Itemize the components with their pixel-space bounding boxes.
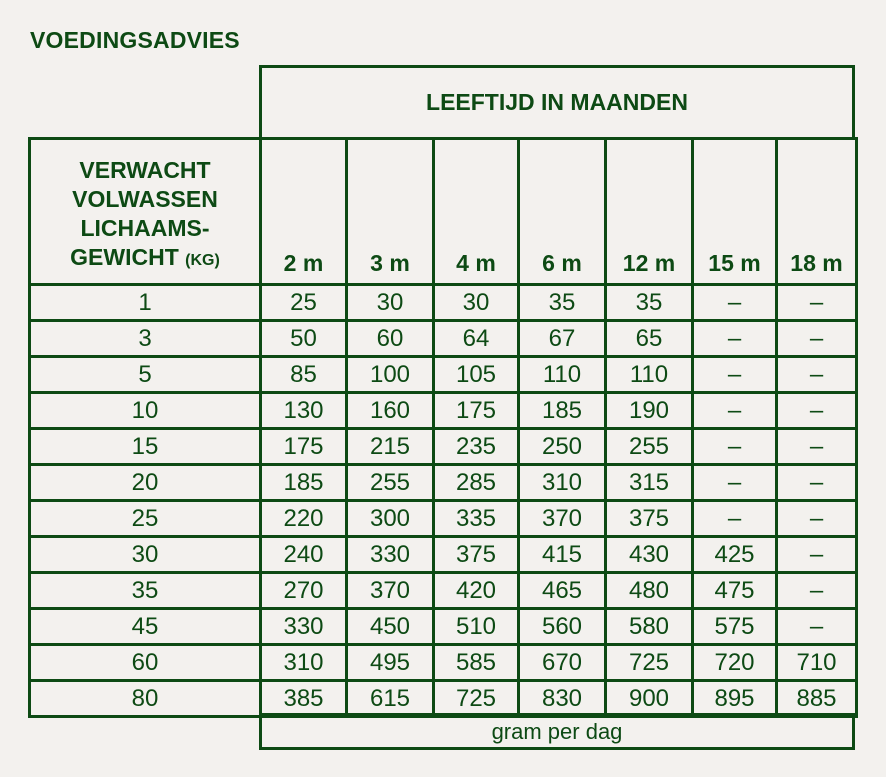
- value-cell: 270: [259, 571, 348, 610]
- value-cell: 370: [345, 571, 435, 610]
- value-cell: 130: [259, 391, 348, 430]
- value-cell: 480: [604, 571, 694, 610]
- value-cell: 585: [432, 643, 520, 682]
- weight-cell: 10: [28, 391, 262, 430]
- value-cell: 335: [432, 499, 520, 538]
- value-cell: –: [691, 427, 778, 466]
- value-cell: 185: [517, 391, 607, 430]
- weight-cell: 20: [28, 463, 262, 502]
- value-cell: 425: [691, 535, 778, 574]
- footer-label: gram per dag: [491, 718, 623, 744]
- value-cell: 725: [604, 643, 694, 682]
- value-cell: 215: [345, 427, 435, 466]
- value-cell: –: [691, 355, 778, 394]
- value-cell: 310: [259, 643, 348, 682]
- value-cell: 725: [432, 679, 520, 718]
- weight-header: [28, 137, 262, 286]
- value-cell: 420: [432, 571, 520, 610]
- value-cell: 64: [432, 319, 520, 358]
- weight-header-line-text: GEWICHT: [70, 244, 179, 270]
- value-cell: 50: [259, 319, 348, 358]
- weight-cell: 1: [28, 283, 262, 322]
- value-cell: –: [691, 319, 778, 358]
- month-header-label: 18 m: [790, 250, 843, 276]
- value-cell: 255: [345, 463, 435, 502]
- weight-cell: 30: [28, 535, 262, 574]
- value-cell: 430: [604, 535, 694, 574]
- value-cell: –: [775, 391, 858, 430]
- value-cell: 375: [604, 499, 694, 538]
- value-cell: 175: [432, 391, 520, 430]
- value-cell: 315: [604, 463, 694, 502]
- value-cell: 415: [517, 535, 607, 574]
- weight-header-line: VOLWASSEN: [72, 186, 218, 212]
- month-header: [432, 137, 520, 286]
- value-cell: 495: [345, 643, 435, 682]
- month-header-label: 4 m: [456, 250, 496, 276]
- value-cell: –: [775, 499, 858, 538]
- weight-cell: 5: [28, 355, 262, 394]
- weight-header-line: LICHAAMS-: [80, 215, 210, 241]
- value-cell: 510: [432, 607, 520, 646]
- value-cell: 450: [345, 607, 435, 646]
- value-cell: –: [775, 355, 858, 394]
- value-cell: 330: [259, 607, 348, 646]
- value-cell: –: [691, 463, 778, 502]
- weight-header-line: [70, 243, 220, 275]
- value-cell: 35: [604, 283, 694, 322]
- weight-cell: 80: [28, 679, 262, 718]
- month-header-label: 2 m: [283, 250, 324, 276]
- value-cell: 895: [691, 679, 778, 718]
- value-cell: 25: [259, 283, 348, 322]
- value-cell: 250: [517, 427, 607, 466]
- value-cell: 330: [345, 535, 435, 574]
- value-cell: –: [775, 427, 858, 466]
- value-cell: 830: [517, 679, 607, 718]
- value-cell: –: [775, 607, 858, 646]
- value-cell: 710: [775, 643, 858, 682]
- value-cell: 60: [345, 319, 435, 358]
- value-cell: 240: [259, 535, 348, 574]
- month-header-label: 6 m: [542, 250, 582, 276]
- value-cell: 190: [604, 391, 694, 430]
- value-cell: 310: [517, 463, 607, 502]
- weight-cell: 15: [28, 427, 262, 466]
- value-cell: 465: [517, 571, 607, 610]
- value-cell: –: [775, 463, 858, 502]
- value-cell: 175: [259, 427, 348, 466]
- table-footer: [259, 713, 855, 750]
- value-cell: 30: [345, 283, 435, 322]
- value-cell: 110: [517, 355, 607, 394]
- value-cell: –: [691, 499, 778, 538]
- value-cell: 720: [691, 643, 778, 682]
- month-header: [259, 137, 348, 286]
- value-cell: 300: [345, 499, 435, 538]
- value-cell: 35: [517, 283, 607, 322]
- age-header: [259, 65, 855, 140]
- value-cell: 85: [259, 355, 348, 394]
- value-cell: –: [775, 319, 858, 358]
- weight-header-unit: (KG): [185, 252, 220, 269]
- value-cell: –: [775, 535, 858, 574]
- month-header-label: 3 m: [370, 250, 410, 276]
- value-cell: 185: [259, 463, 348, 502]
- age-header-label: LEEFTIJD IN MAANDEN: [426, 89, 688, 115]
- value-cell: –: [691, 283, 778, 322]
- weight-cell: 60: [28, 643, 262, 682]
- month-header: [517, 137, 607, 286]
- value-cell: 370: [517, 499, 607, 538]
- value-cell: –: [775, 571, 858, 610]
- weight-header-line: VERWACHT: [79, 157, 211, 183]
- month-header-label: 15 m: [708, 250, 761, 276]
- value-cell: –: [691, 391, 778, 430]
- value-cell: 560: [517, 607, 607, 646]
- weight-cell: 3: [28, 319, 262, 358]
- value-cell: 615: [345, 679, 435, 718]
- value-cell: 575: [691, 607, 778, 646]
- value-cell: 105: [432, 355, 520, 394]
- value-cell: 110: [604, 355, 694, 394]
- month-header: [775, 137, 858, 286]
- month-header-label: 12 m: [622, 250, 676, 276]
- value-cell: 670: [517, 643, 607, 682]
- page-title: VOEDINGSADVIES: [30, 27, 240, 53]
- value-cell: 580: [604, 607, 694, 646]
- value-cell: 375: [432, 535, 520, 574]
- value-cell: 385: [259, 679, 348, 718]
- value-cell: 100: [345, 355, 435, 394]
- month-header: [691, 137, 778, 286]
- value-cell: 900: [604, 679, 694, 718]
- value-cell: 885: [775, 679, 858, 718]
- value-cell: 220: [259, 499, 348, 538]
- weight-cell: 35: [28, 571, 262, 610]
- value-cell: 235: [432, 427, 520, 466]
- value-cell: 160: [345, 391, 435, 430]
- weight-cell: 45: [28, 607, 262, 646]
- value-cell: 67: [517, 319, 607, 358]
- month-header: [345, 137, 435, 286]
- month-header: [604, 137, 694, 286]
- value-cell: 65: [604, 319, 694, 358]
- value-cell: 255: [604, 427, 694, 466]
- value-cell: 30: [432, 283, 520, 322]
- value-cell: 475: [691, 571, 778, 610]
- weight-cell: 25: [28, 499, 262, 538]
- value-cell: –: [775, 283, 858, 322]
- value-cell: 285: [432, 463, 520, 502]
